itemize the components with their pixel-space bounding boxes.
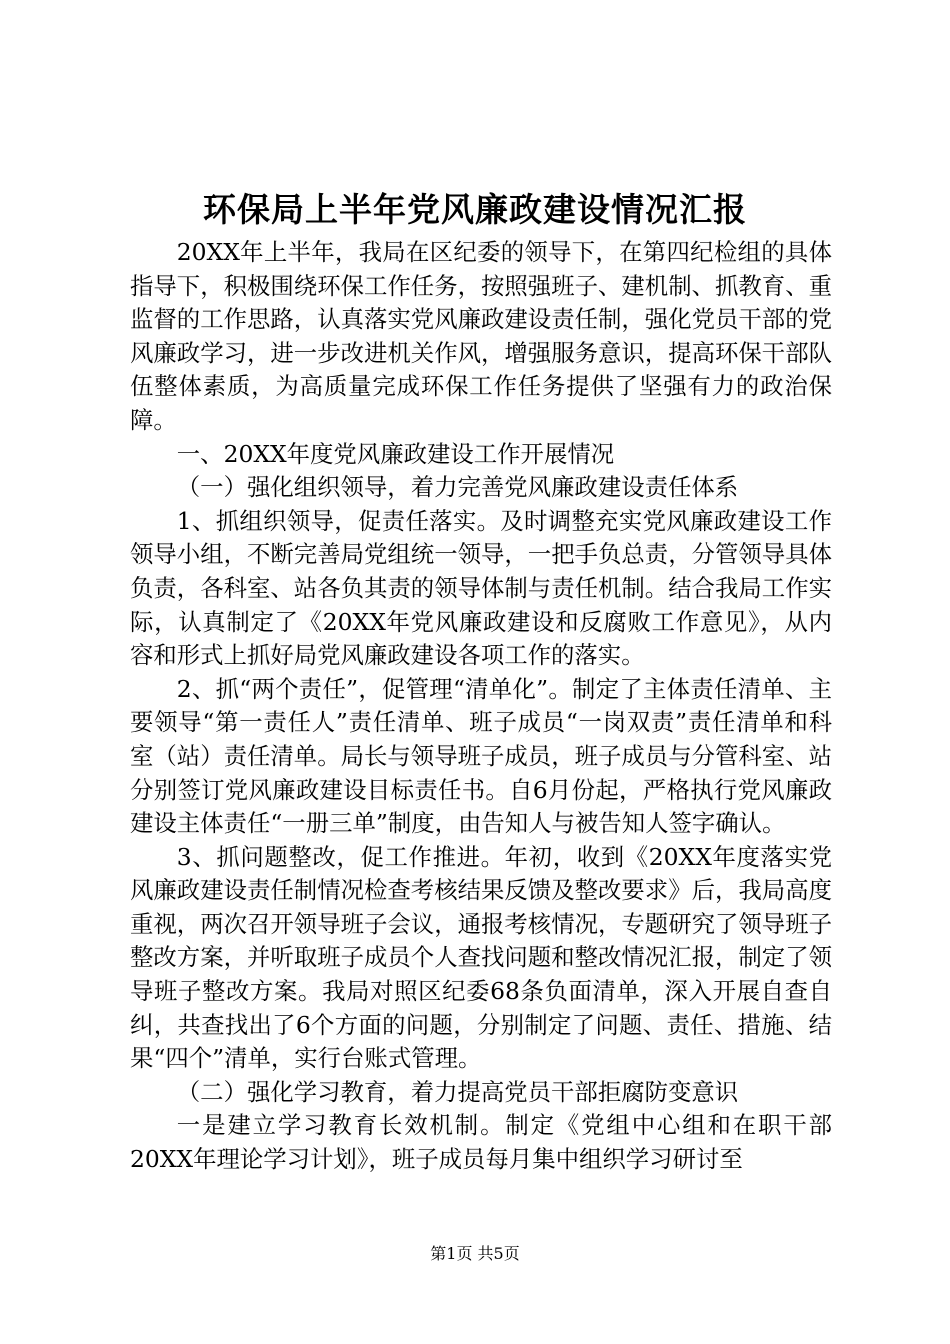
heading-subsection-1: （一）强化组织领导，着力完善党风廉政建设责任体系 bbox=[176, 473, 739, 502]
paragraph-item-3: 3、抓问题整改，促工作推进。年初，收到《20XX年度落实党风廉政建设责任制情况检查考核结果反馈及整改要求》后，我局高度重视，两次召开领导班子会议，通报考核情况，专题研究了领导班子整改方案，并听取班子成员个人查找问题和整改情况汇报，制定了领导班子整改方案。我局对照区纪委68条负面清单，深入开展自查自纠，共查找出了6个方面的问题，分别制定了问题、责任、措施、结果“四个”清单，实行台账式管理。 bbox=[130, 842, 832, 1073]
paragraph-intro: 20XX年上半年，我局在区纪委的领导下，在第四纪检组的具体指导下，积极围绕环保工作任务，按照强班子、建机制、抓教育、重监督的工作思路，认真落实党风廉政建设责任制，强化党员干部的党风廉政学习，进一步改进机关作风，增强服务意识，提高环保干部队伍整体素质，为高质量完成环保工作任务提供了坚强有力的政治保障。 bbox=[130, 238, 832, 434]
document-title: 环保局上半年党风廉政建设情况汇报 bbox=[203, 190, 747, 229]
page-footer: 第1页 共5页 bbox=[430, 1244, 520, 1263]
paragraph-item-4: 一是建立学习教育长效机制。制定《党组中心组和在职干部20XX年理论学习计划》，班子成员每月集中组织学习研讨至 bbox=[130, 1111, 832, 1174]
paragraph-item-2: 2、抓“两个责任”，促管理“清单化”。制定了主体责任清单、主要领导“第一责任人”责任清单、班子成员“一岗双责”责任清单和科室（站）责任清单。局长与领导班子成员，班子成员与分管科室、站分别签订党风廉政建设目标责任书。自6月份起，严格执行党风廉政建设主体责任“一册三单”制度，由告知人与被告知人签字确认。 bbox=[130, 674, 832, 838]
heading-section-1: 一、20XX年度党风廉政建设工作开展情况 bbox=[176, 439, 615, 468]
paragraph-item-1: 1、抓组织领导，促责任落实。及时调整充实党风廉政建设工作领导小组，不断完善局党组统一领导，一把手负总责，分管领导具体负责，各科室、站各负其责的领导体制与责任机制。结合我局工作实际，认真制定了《20XX年党风廉政建设和反腐败工作意见》，从内容和形式上抓好局党风廉政建设各项工作的落实。 bbox=[130, 506, 832, 670]
document-body bbox=[130, 236, 832, 1177]
heading-subsection-2: （二）强化学习教育，着力提高党员干部拒腐防变意识 bbox=[176, 1077, 739, 1106]
